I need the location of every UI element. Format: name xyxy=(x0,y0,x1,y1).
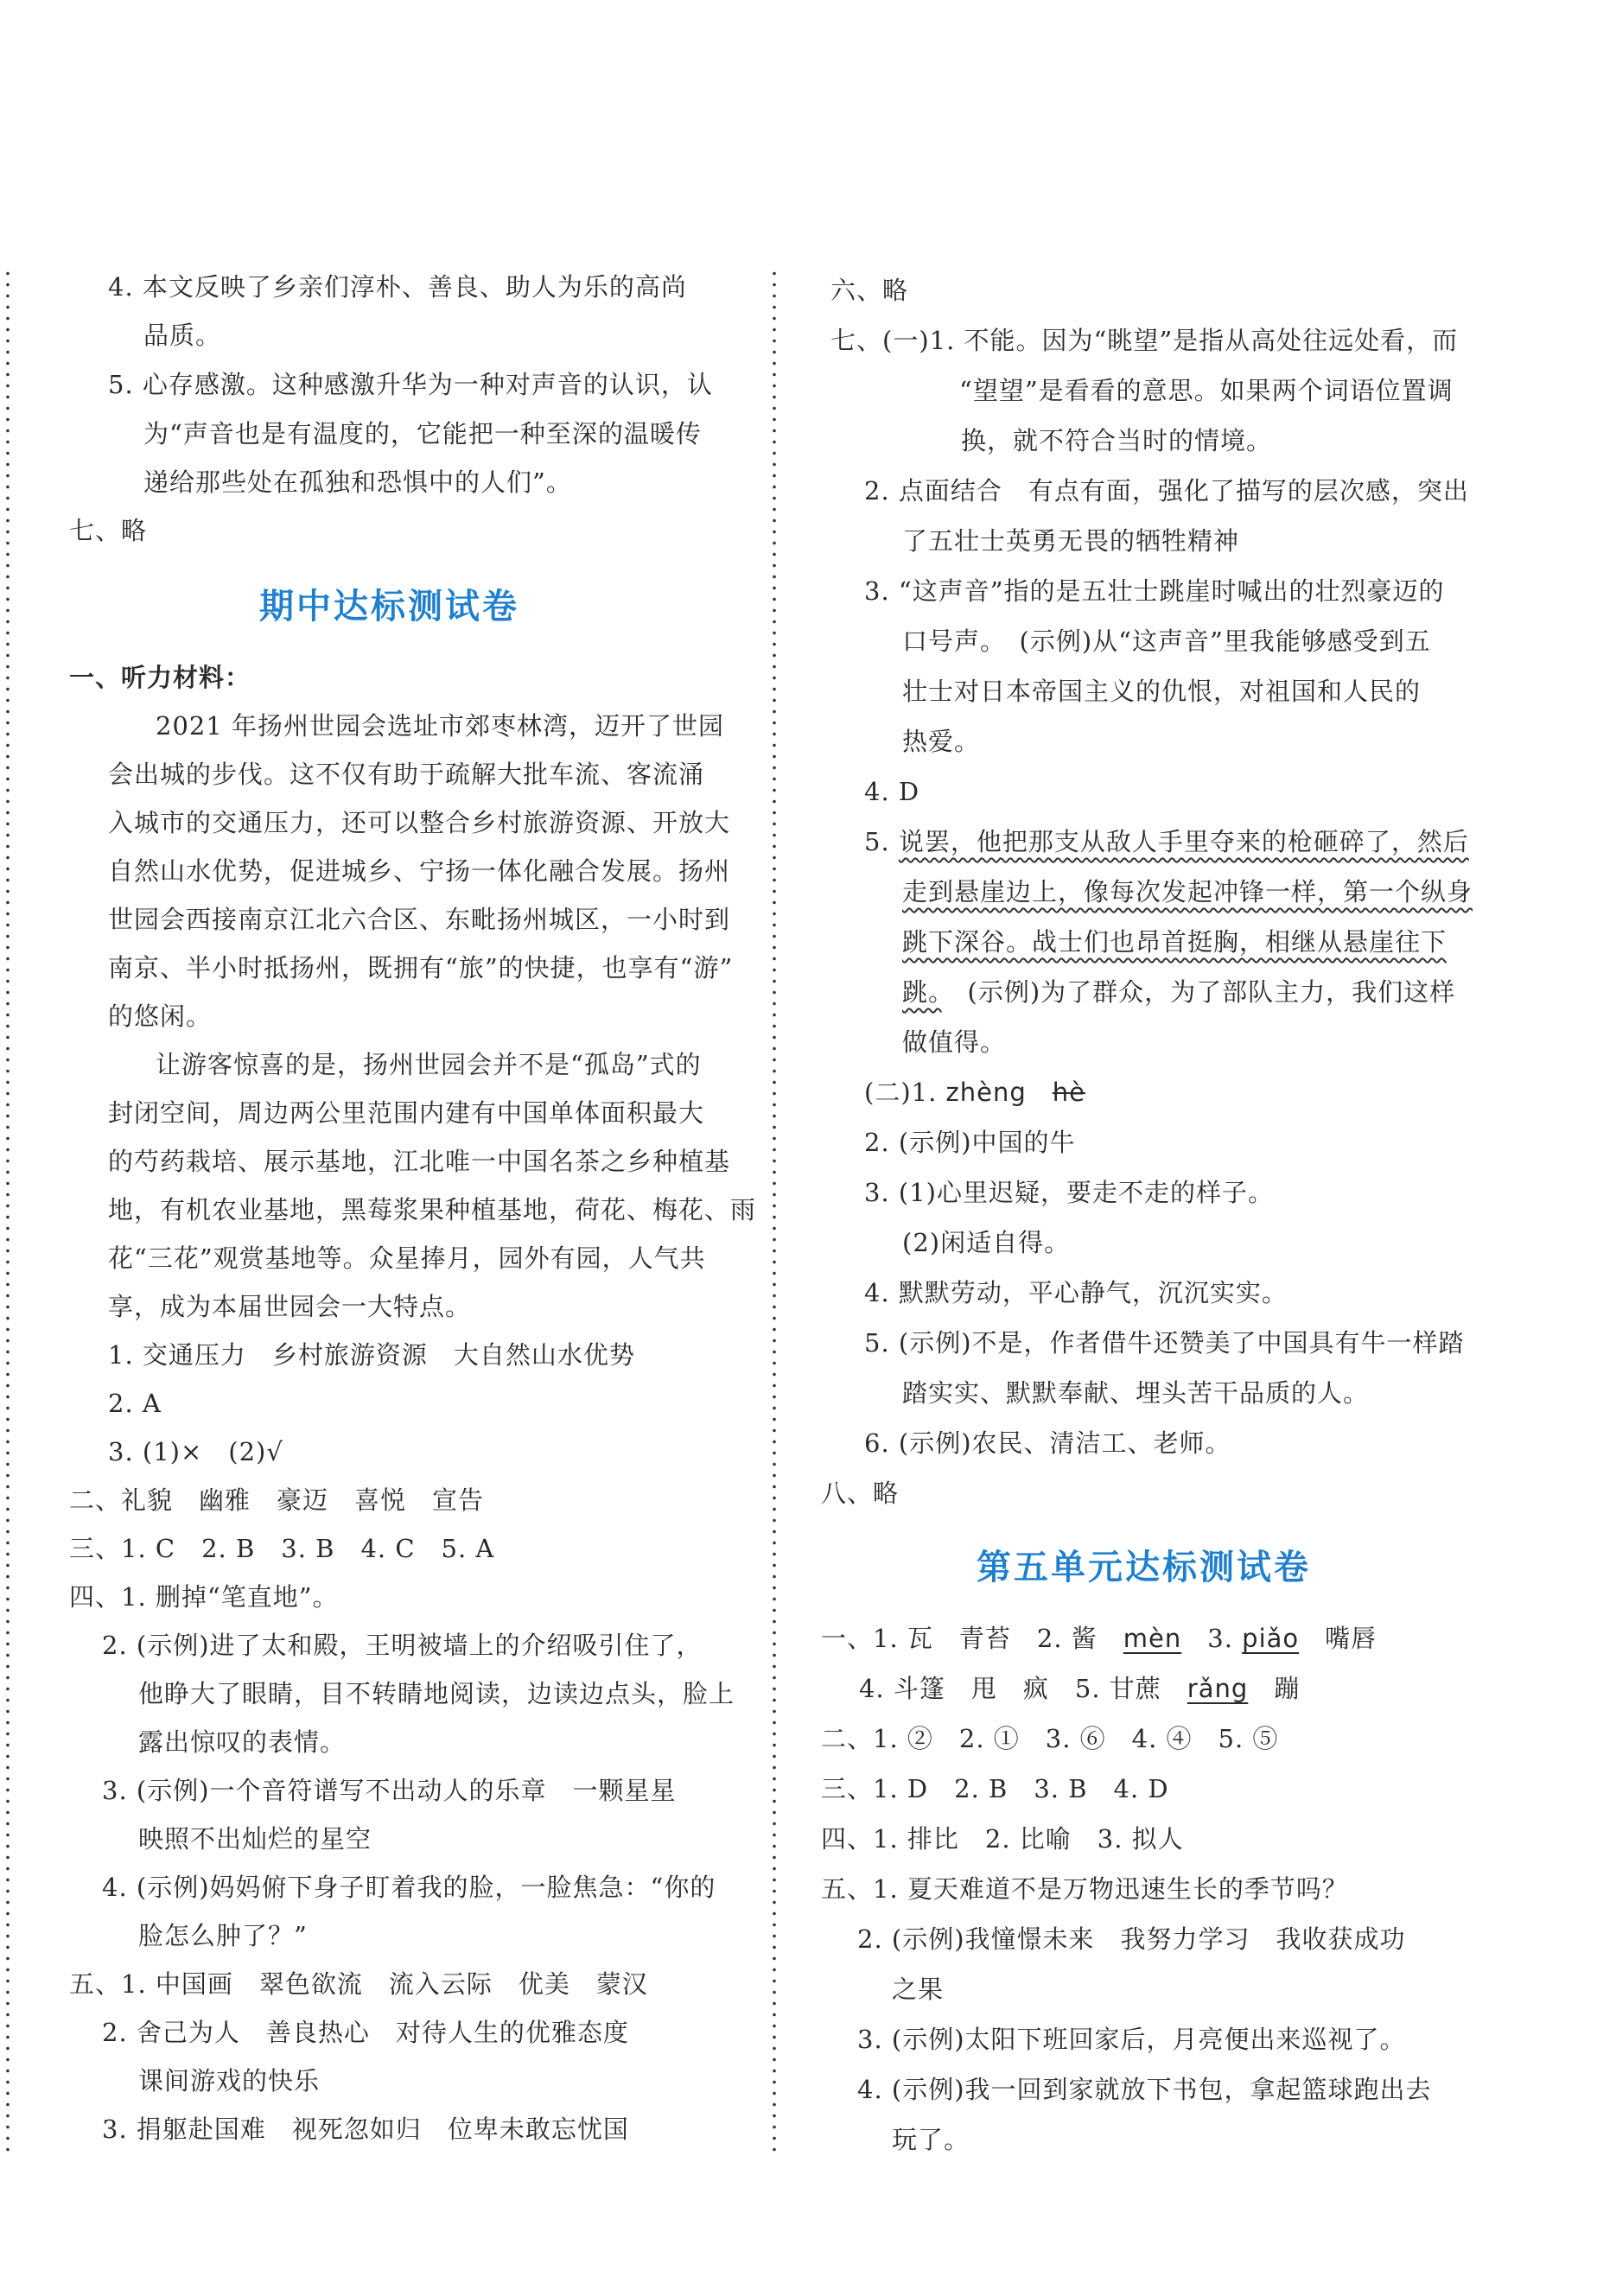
passage-line: 让游客惊喜的是，扬州世园会并不是“孤岛”式的 xyxy=(156,1050,702,1079)
passage-line: 花“三花”观赏基地等。众星捧月，园外有园，人气共 xyxy=(108,1243,706,1273)
answer-line: 为“声音也是有温度的，它能把一种至深的温暖传 xyxy=(143,419,702,448)
answer-line: 了五壮士英勇无畏的牺牲精神 xyxy=(902,526,1240,556)
answer-line: 2. A xyxy=(108,1389,162,1418)
answer-line: 五、1. 中国画 翠色欲流 流入云际 优美 蒙汉 xyxy=(69,1969,648,1999)
left-binding-dots xyxy=(5,268,10,2152)
answer-line: 他睁大了眼睛，目不转睛地阅读，边读边点头，脸上 xyxy=(138,1679,735,1708)
answer-line: 3. (1)× (2)√ xyxy=(108,1437,283,1466)
passage-line: 的芍药栽培、展示基地，江北唯一中国名茶之乡种植基 xyxy=(108,1147,731,1176)
answer-text: 一、1. 瓦 青苔 2. 酱 xyxy=(821,1624,1123,1653)
answer-line: 热爱。 xyxy=(902,727,981,756)
section-title-unit5: 第五单元达标测试卷 xyxy=(977,1548,1311,1587)
item-number: 5. xyxy=(864,827,899,856)
answer-line: 壮士对日本帝国主义的仇恨，对祖国和人民的 xyxy=(902,677,1422,706)
passage-line: 2021 年扬州世园会选址市郊枣林湾，迈开了世园 xyxy=(156,711,725,741)
passage-line: 南京、半小时抵扬州，既拥有“旅”的快捷，也享有“游” xyxy=(108,953,734,983)
wavy-underlined-text: 跳。 xyxy=(902,977,942,1007)
answer-line: 4. (示例)我一回到家就放下书包，拿起篮球跑出去 xyxy=(857,2075,1432,2104)
answer-line: 三、1. C 2. B 3. B 4. C 5. A xyxy=(69,1534,495,1563)
answer-line: 2. 点面结合 有点有面，强化了描写的层次感，突出 xyxy=(864,476,1469,506)
answer-line: 5. 心存感激。这种感激升华为一种对声音的认识，认 xyxy=(108,370,713,399)
answer-line: 五、1. 夏天难道不是万物迅速生长的季节吗？ xyxy=(821,1874,1348,1904)
pinyin-answer: piǎo xyxy=(1242,1624,1300,1653)
answer-line: 之果 xyxy=(892,1975,945,2004)
answer-line: 四、1. 排比 2. 比喻 3. 拟人 xyxy=(821,1824,1184,1854)
passage-line: 封闭空间，周边两公里范围内建有中国单体面积最大 xyxy=(108,1098,705,1128)
answer-line: 二、1. ② 2. ① 3. ⑥ 4. ④ 5. ⑤ xyxy=(821,1724,1279,1753)
answer-line: 一、听力材料： xyxy=(69,663,251,692)
answer-line: 七、略 xyxy=(69,516,148,545)
passage-line: 世园会西接南京江北六合区、东毗扬州城区，一小时到 xyxy=(108,905,731,934)
answer-line: 七、(一)1. 不能。因为“眺望”是指从高处往远处看，而 xyxy=(830,326,1459,355)
answer-line xyxy=(859,1671,1300,1706)
answer-line: 六、略 xyxy=(830,276,909,305)
center-binding-dots xyxy=(772,268,777,2152)
answer-line: 脸怎么肿了？” xyxy=(138,1921,308,1950)
pinyin-answer: rǎng xyxy=(1187,1674,1249,1703)
answer-line: 4. (示例)妈妈俯下身子盯着我的脸，一脸焦急：“你的 xyxy=(102,1873,716,1902)
answer-line: 3. “这声音”指的是五壮士跳崖时喊出的壮烈豪迈的 xyxy=(864,576,1445,606)
answer-line: 口号声。 (示例)从“这声音”里我能够感受到五 xyxy=(902,626,1431,656)
answer-line: 3. (示例)一个音符谱写不出动人的乐章 一颗星星 xyxy=(102,1776,677,1805)
pinyin-struck: hè xyxy=(1052,1078,1085,1107)
answer-line: 四、1. 删掉“笔直地”。 xyxy=(69,1582,339,1612)
answer-line: 4. 默默劳动，平心静气，沉沉实实。 xyxy=(864,1278,1288,1307)
answer-line: 2. 舍己为人 善良热心 对待人生的优雅态度 xyxy=(102,2018,629,2047)
answer-line: 映照不出灿烂的星空 xyxy=(138,1824,372,1854)
answer-line: 踏实实、默默奉献、埋头苦干品质的人。 xyxy=(902,1378,1370,1408)
answer-line: 2. (示例)我憧憬未来 我努力学习 我收获成功 xyxy=(857,1924,1406,1954)
answer-line: 2. (示例)进了太和殿，王明被墙上的介绍吸引住了， xyxy=(102,1631,703,1660)
answer-line: 5. (示例)不是，作者借牛还赞美了中国具有牛一样踏 xyxy=(864,1328,1465,1358)
answer-line: 1. 交通压力 乡村旅游资源 大自然山水优势 xyxy=(108,1340,635,1370)
answer-line: 递给那些处在孤独和恐惧中的人们”。 xyxy=(143,467,572,497)
answer-line: 3. (示例)太阳下班回家后，月亮便出来巡视了。 xyxy=(857,2025,1406,2054)
answer-text: 3. xyxy=(1181,1624,1243,1653)
answer-line: 品质。 xyxy=(143,321,222,350)
answer-line: 换，就不符合当时的情境。 xyxy=(961,426,1273,455)
answer-line: “望望”是看看的意思。如果两个词语位置调 xyxy=(959,376,1454,405)
answer-line xyxy=(864,1075,1085,1110)
wavy-underlined-text: 说罢，他把那支从敌人手里夺来的枪砸碎了，然后 xyxy=(898,827,1469,856)
section-title-midterm: 期中达标测试卷 xyxy=(259,587,519,626)
passage-line: 享，成为本届世园会一大特点。 xyxy=(108,1292,472,1321)
answer-line: 2. (示例)中国的牛 xyxy=(864,1128,1076,1157)
answer-line: 4. D xyxy=(864,777,920,806)
wavy-underlined-line: 走到悬崖边上，像每次发起冲锋一样，第一个纵身 xyxy=(902,877,1473,906)
item-number: (二)1. xyxy=(864,1078,946,1107)
answer-line: 课间游戏的快乐 xyxy=(138,2066,321,2096)
wavy-underlined-line: 跳下深谷。战士们也昂首挺胸，相继从悬崖往下 xyxy=(902,927,1447,957)
answer-text: 嘴唇 xyxy=(1299,1624,1377,1653)
answer-text: 蹦 xyxy=(1248,1674,1301,1703)
answer-line: 八、略 xyxy=(821,1479,900,1508)
answer-text: 4. 斗篷 甩 疯 5. 甘蔗 xyxy=(859,1674,1187,1703)
answer-line xyxy=(864,824,1469,859)
pinyin-answer: zhèng xyxy=(945,1078,1027,1107)
passage-line: 会出城的步伐。这不仅有助于疏解大批车流、客流涌 xyxy=(108,760,705,789)
answer-line: (2)闲适自得。 xyxy=(902,1228,1071,1257)
answer-text: (示例)为了群众，为了部队主力，我们这样 xyxy=(941,977,1456,1007)
answer-line: 3. (1)心里迟疑，要走不走的样子。 xyxy=(864,1178,1274,1207)
answer-line: 露出惊叹的表情。 xyxy=(138,1727,347,1757)
pinyin-answer: mèn xyxy=(1123,1624,1182,1653)
passage-line: 入城市的交通压力，还可以整合乡村旅游资源、开放大 xyxy=(108,808,731,837)
answer-line: 做值得。 xyxy=(902,1027,1007,1057)
answer-line: 6. (示例)农民、清洁工、老师。 xyxy=(864,1428,1231,1458)
answer-line: 二、礼貌 幽雅 豪迈 喜悦 宣告 xyxy=(69,1485,485,1515)
answer-line xyxy=(902,975,1455,1009)
answer-line: 三、1. D 2. B 3. B 4. D xyxy=(821,1774,1169,1803)
answer-line xyxy=(821,1621,1377,1656)
passage-line: 地，有机农业基地，黑莓浆果种植基地，荷花、梅花、雨 xyxy=(108,1195,757,1224)
answer-line: 4. 本文反映了乡亲们淳朴、善良、助人为乐的高尚 xyxy=(108,272,687,302)
answer-line: 玩了。 xyxy=(892,2125,970,2154)
passage-line: 的悠闲。 xyxy=(108,1002,213,1031)
answer-line: 3. 捐躯赴国难 视死忽如归 位卑未敢忘忧国 xyxy=(102,2115,629,2144)
passage-line: 自然山水优势，促进城乡、宁扬一体化融合发展。扬州 xyxy=(108,856,731,886)
